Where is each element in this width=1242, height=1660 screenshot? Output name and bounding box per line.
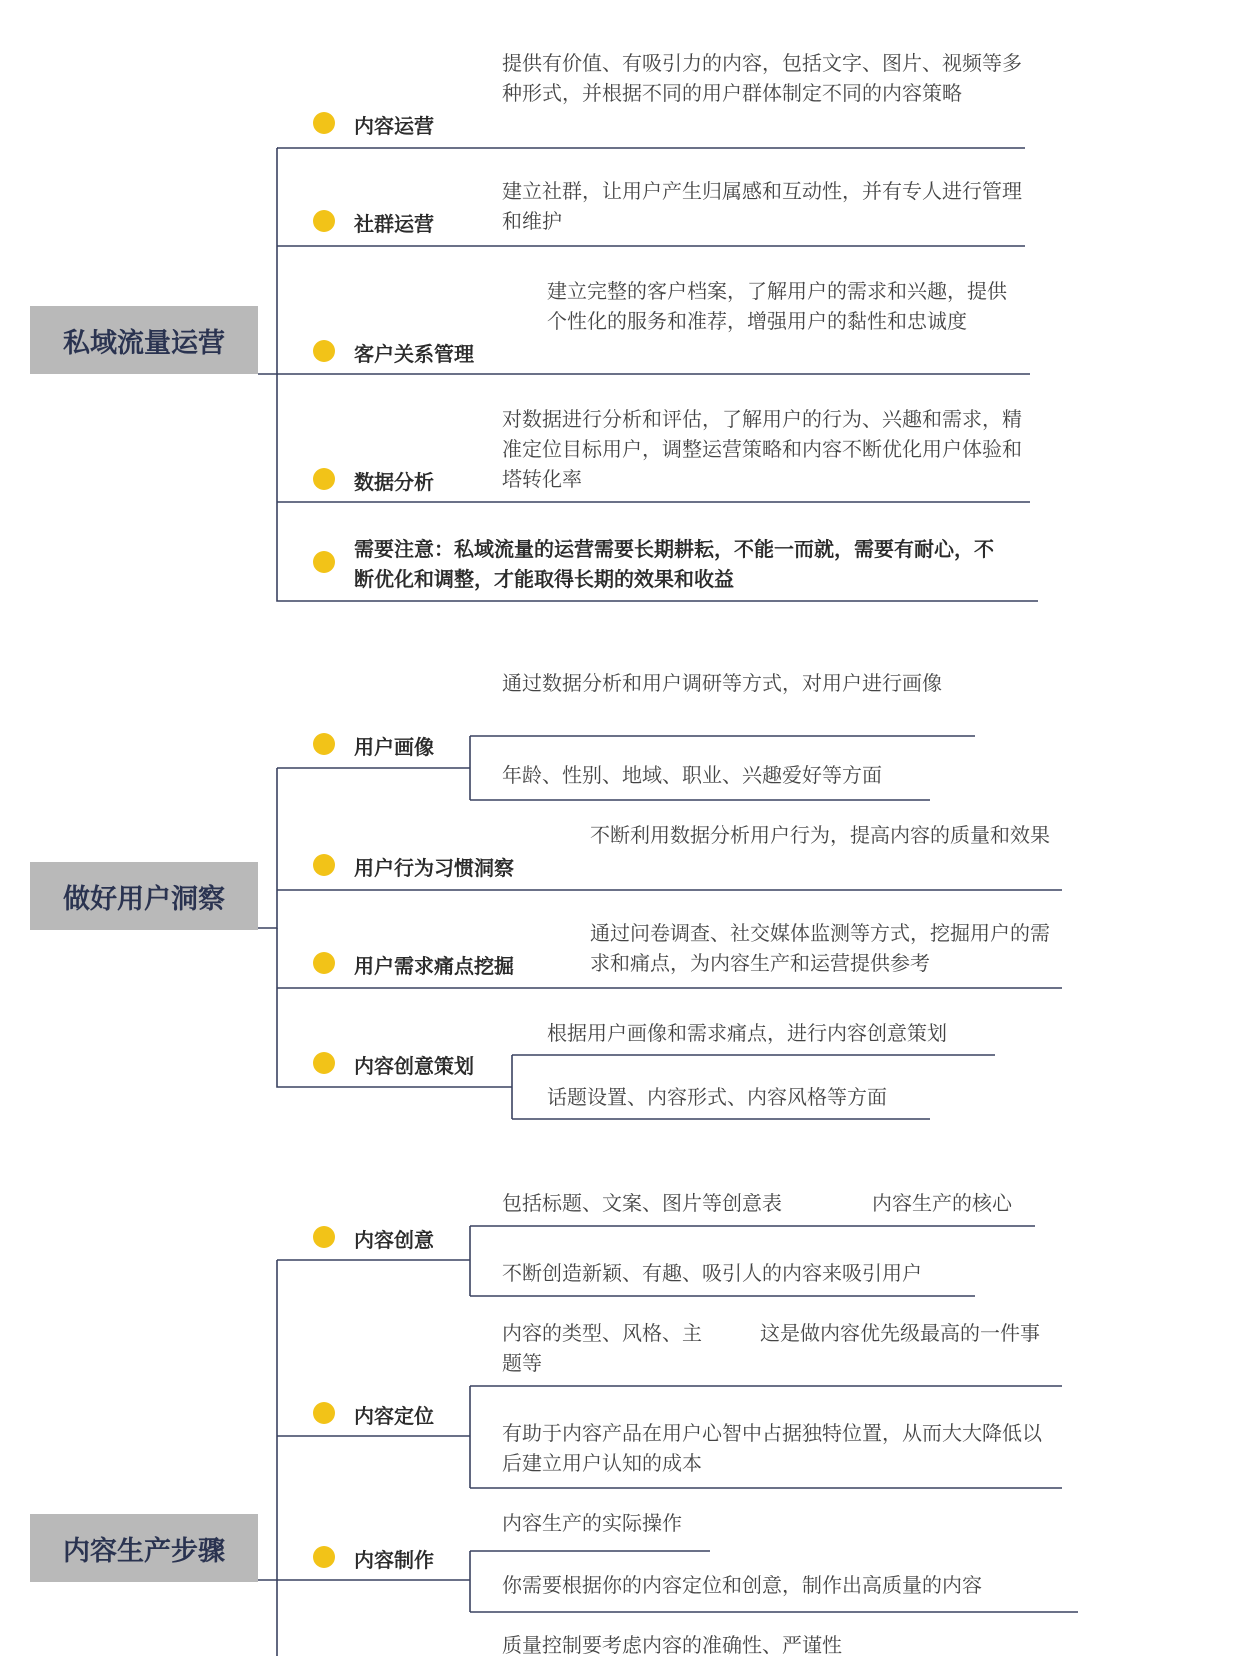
- bullet-dot: [313, 210, 335, 232]
- bullet-dot: [313, 854, 335, 876]
- bullet-dot: [313, 952, 335, 974]
- branch-text: 你需要根据你的内容定位和创意，制作出高质量的内容: [502, 1573, 982, 1597]
- branch-label: 内容创意: [354, 1228, 434, 1252]
- branch-text: 不断创造新颖、有趣、吸引人的内容来吸引用户: [502, 1261, 922, 1285]
- root-node-private-traffic: 私域流量运营: [30, 306, 258, 374]
- bullet-dot: [313, 468, 335, 490]
- bullet-dot: [313, 1052, 335, 1074]
- branch-label: 内容制作: [354, 1548, 434, 1572]
- branch-label: 用户需求痛点挖掘: [354, 954, 514, 978]
- bullet-dot: [313, 340, 335, 362]
- branch-text: 建立社群，让用户产生归属感和互动性，并有专人进行管理和维护: [502, 179, 1022, 233]
- branch-text: 通过问卷调查、社交媒体监测等方式，挖掘用户的需求和痛点，为内容生产和运营提供参考: [590, 921, 1050, 975]
- branch-text: 话题设置、内容形式、内容风格等方面: [547, 1085, 887, 1109]
- branch-text: 年龄、性别、地域、职业、兴趣爱好等方面: [502, 763, 882, 787]
- branch-label: 内容创意策划: [354, 1054, 474, 1078]
- branch-text: 对数据进行分析和评估，了解用户的行为、兴趣和需求，精准定位目标用户，调整运营策略和内容不断优化用户体验和塔转化率: [502, 407, 1022, 491]
- branch-text: 内容生产的实际操作: [502, 1511, 682, 1535]
- branch-text: 提供有价值、有吸引力的内容，包括文字、图片、视频等多种形式，并根据不同的用户群体制定不同的内容策略: [502, 51, 1022, 105]
- branch-text: 内容生产的核心: [872, 1191, 1012, 1215]
- root-node-user-insight: 做好用户洞察: [30, 862, 258, 930]
- branch-label: 用户行为习惯洞察: [354, 856, 514, 880]
- note-text: 需要注意：私域流量的运营需要长期耕耘，不能一而就，需要有耐心，不断优化和调整，才能取得长期的效果和收益: [354, 537, 994, 591]
- branch-label: 客户关系管理: [354, 342, 474, 366]
- branch-text: 通过数据分析和用户调研等方式，对用户进行画像: [502, 671, 942, 695]
- bullet-dot: [313, 1402, 335, 1424]
- bullet-dot: [313, 1546, 335, 1568]
- branch-label: 内容运营: [354, 114, 434, 138]
- branch-text: 不断利用数据分析用户行为，提高内容的质量和效果: [590, 823, 1050, 847]
- root-node-content-production: 内容生产步骤: [30, 1514, 258, 1582]
- bullet-dot: [313, 733, 335, 755]
- bullet-dot: [313, 112, 335, 134]
- branch-text: 有助于内容产品在用户心智中占据独特位置，从而大大降低以后建立用户认知的成本: [502, 1421, 1042, 1475]
- branch-label: 用户画像: [354, 735, 434, 759]
- branch-text: 包括标题、文案、图片等创意表: [502, 1191, 782, 1215]
- branch-label: 社群运营: [354, 212, 434, 236]
- branch-label: 数据分析: [354, 470, 434, 494]
- branch-label: 内容定位: [354, 1404, 434, 1428]
- branch-text: 质量控制要考虑内容的准确性、严谨性: [502, 1633, 842, 1657]
- bullet-dot: [313, 551, 335, 573]
- bullet-dot: [313, 1226, 335, 1248]
- branch-text: 这是做内容优先级最高的一件事: [760, 1321, 1040, 1345]
- branch-text: 建立完整的客户档案，了解用户的需求和兴趣，提供个性化的服务和准荐，增强用户的黏性和忠诚度: [547, 279, 1007, 333]
- branch-text: 内容的类型、风格、主题等: [502, 1321, 702, 1375]
- branch-text: 根据用户画像和需求痛点，进行内容创意策划: [547, 1021, 947, 1045]
